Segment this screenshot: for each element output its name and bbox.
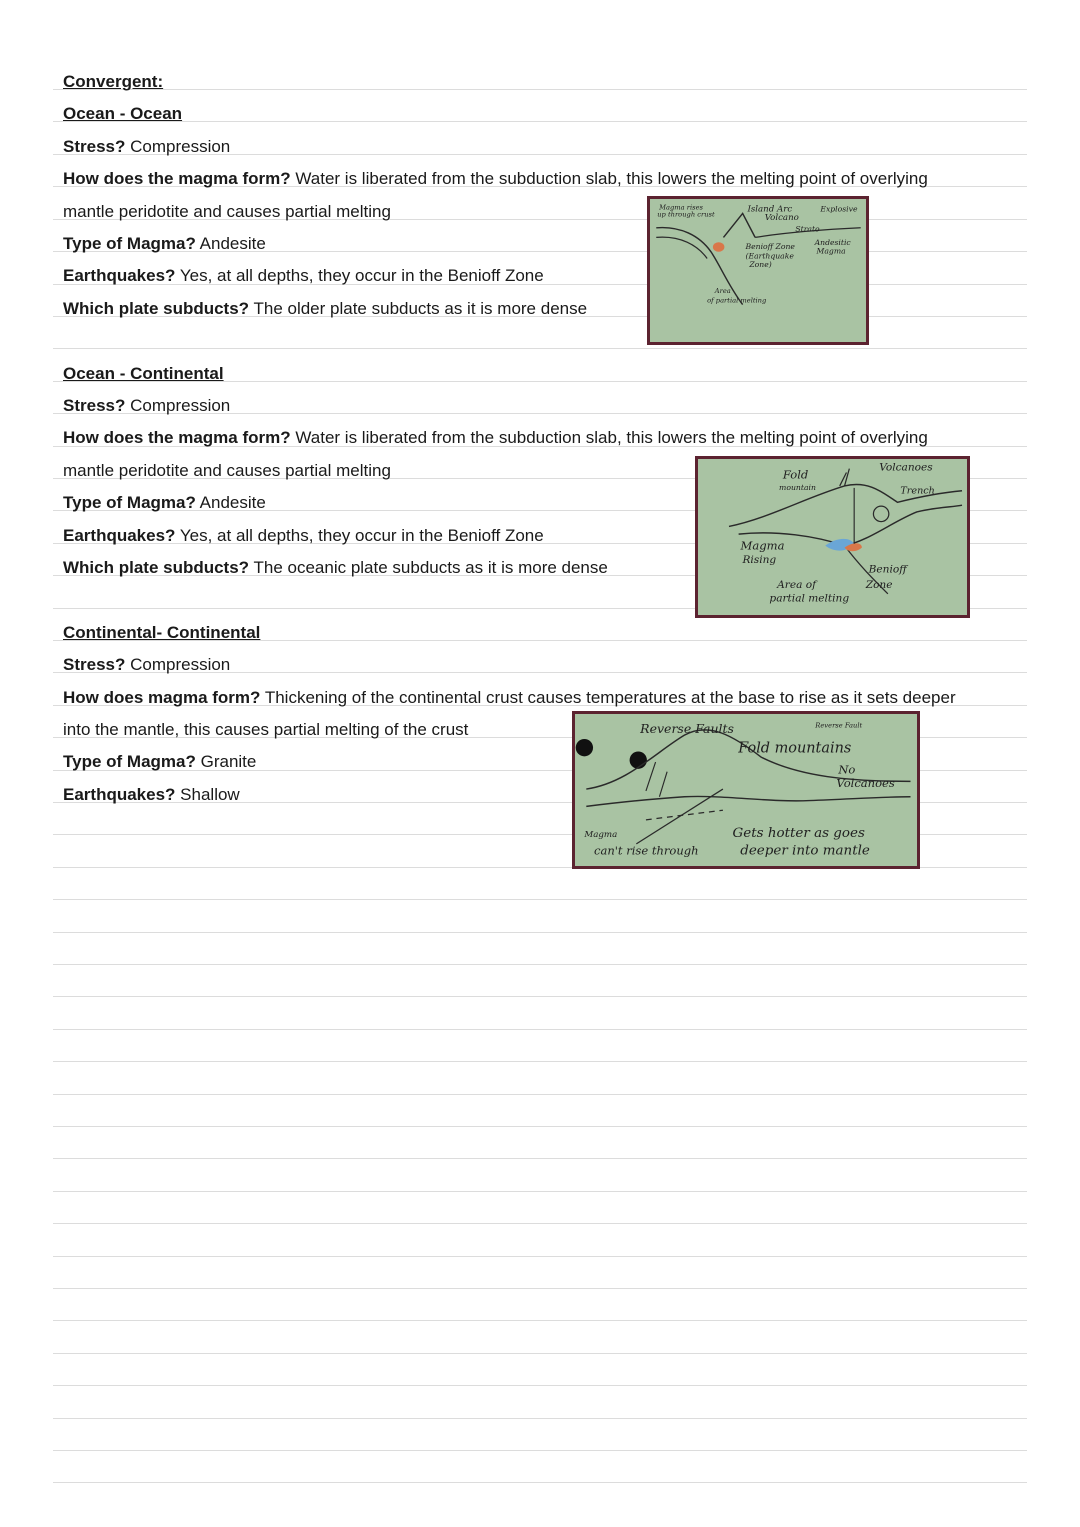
ocean-continental-sketch xyxy=(698,459,967,615)
magma-form-line: How does the magma form? Water is liberated from the subduction slab, this lowers the melting point of overlying xyxy=(63,169,928,188)
svg-text:Volcanoes: Volcanoes xyxy=(879,461,933,474)
magma-type-line: Type of Magma? Granite xyxy=(63,752,257,771)
earthquakes-line: Earthquakes? Yes, at all depths, they occur in the Benioff Zone xyxy=(63,266,544,285)
section-heading-continental-continental: Continental- Continental xyxy=(63,623,261,642)
svg-text:Zone: Zone xyxy=(865,579,893,592)
page-title: Convergent: xyxy=(63,72,164,91)
svg-text:Gets hotter as goes: Gets hotter as goes xyxy=(732,826,865,842)
svg-text:Benioff: Benioff xyxy=(868,563,907,576)
section-heading-ocean-continental: Ocean - Continental xyxy=(63,364,224,383)
svg-text:Fold mountains: Fold mountains xyxy=(738,740,852,757)
magma-form-line-2: mantle peridotite and causes partial melting xyxy=(63,202,391,221)
earthquakes-line: Earthquakes? Yes, at all depths, they occur in the Benioff Zone xyxy=(63,526,544,545)
svg-text:Reverse Fault: Reverse Fault xyxy=(815,721,863,730)
svg-text:Volcanoes: Volcanoes xyxy=(836,776,895,791)
svg-text:(Earthquake: (Earthquake xyxy=(745,251,794,261)
earthquakes-line: Earthquakes? Shallow xyxy=(63,785,240,804)
svg-text:Area of: Area of xyxy=(777,579,817,592)
stress-line: Stress? Compression xyxy=(63,396,231,415)
subducts-line: Which plate subducts? The oceanic plate subducts as it is more dense xyxy=(63,558,608,577)
svg-text:No: No xyxy=(838,762,856,777)
svg-text:Strato: Strato xyxy=(795,224,820,234)
svg-text:Reverse Faults: Reverse Faults xyxy=(640,721,734,737)
svg-text:Trench: Trench xyxy=(900,485,935,497)
svg-text:mountain: mountain xyxy=(779,482,816,492)
svg-text:up through crust: up through crust xyxy=(657,210,715,219)
stress-line: Stress? Compression xyxy=(63,655,231,674)
subducts-line: Which plate subducts? The older plate subducts as it is more dense xyxy=(63,299,588,318)
svg-text:Explosive: Explosive xyxy=(820,204,858,214)
svg-text:Volcano: Volcano xyxy=(764,213,799,224)
ocean-continental-diagram xyxy=(695,456,970,618)
svg-text:Andesitic: Andesitic xyxy=(814,238,851,248)
svg-text:Magma rises: Magma rises xyxy=(659,203,703,212)
svg-text:of partial melting: of partial melting xyxy=(707,296,767,305)
svg-text:can't rise through: can't rise through xyxy=(594,843,699,858)
svg-text:Island Arc: Island Arc xyxy=(747,204,793,215)
continental-continental-sketch xyxy=(575,714,917,866)
svg-text:Benioff Zone: Benioff Zone xyxy=(745,241,795,251)
svg-text:Magma: Magma xyxy=(816,246,846,256)
stress-line: Stress? Compression xyxy=(63,137,231,156)
svg-text:Area: Area xyxy=(714,287,731,296)
magma-type-line: Type of Magma? Andesite xyxy=(63,493,266,512)
magma-type-line: Type of Magma? Andesite xyxy=(63,234,266,253)
magma-form-line: How does magma form? Thickening of the continental crust causes temperatures at the base to rise as it sets deeper xyxy=(63,688,956,707)
ocean-ocean-sketch xyxy=(650,199,866,342)
ocean-ocean-diagram xyxy=(647,196,869,345)
section-heading-ocean-ocean: Ocean - Ocean xyxy=(63,104,183,123)
svg-text:partial melting: partial melting xyxy=(769,592,850,605)
svg-text:Magma: Magma xyxy=(584,830,618,841)
svg-text:Fold: Fold xyxy=(782,467,809,482)
magma-form-line-2: mantle peridotite and causes partial melting xyxy=(63,461,391,480)
svg-text:Magma: Magma xyxy=(740,538,785,553)
svg-text:Rising: Rising xyxy=(742,554,777,566)
continental-continental-diagram xyxy=(572,711,920,869)
svg-text:Zone): Zone) xyxy=(749,260,772,270)
svg-text:deeper into mantle: deeper into mantle xyxy=(740,843,870,859)
magma-form-line-2: into the mantle, this causes partial melting of the crust xyxy=(63,720,469,739)
magma-form-line: How does the magma form? Water is liberated from the subduction slab, this lowers the melting point of overlying xyxy=(63,428,928,447)
